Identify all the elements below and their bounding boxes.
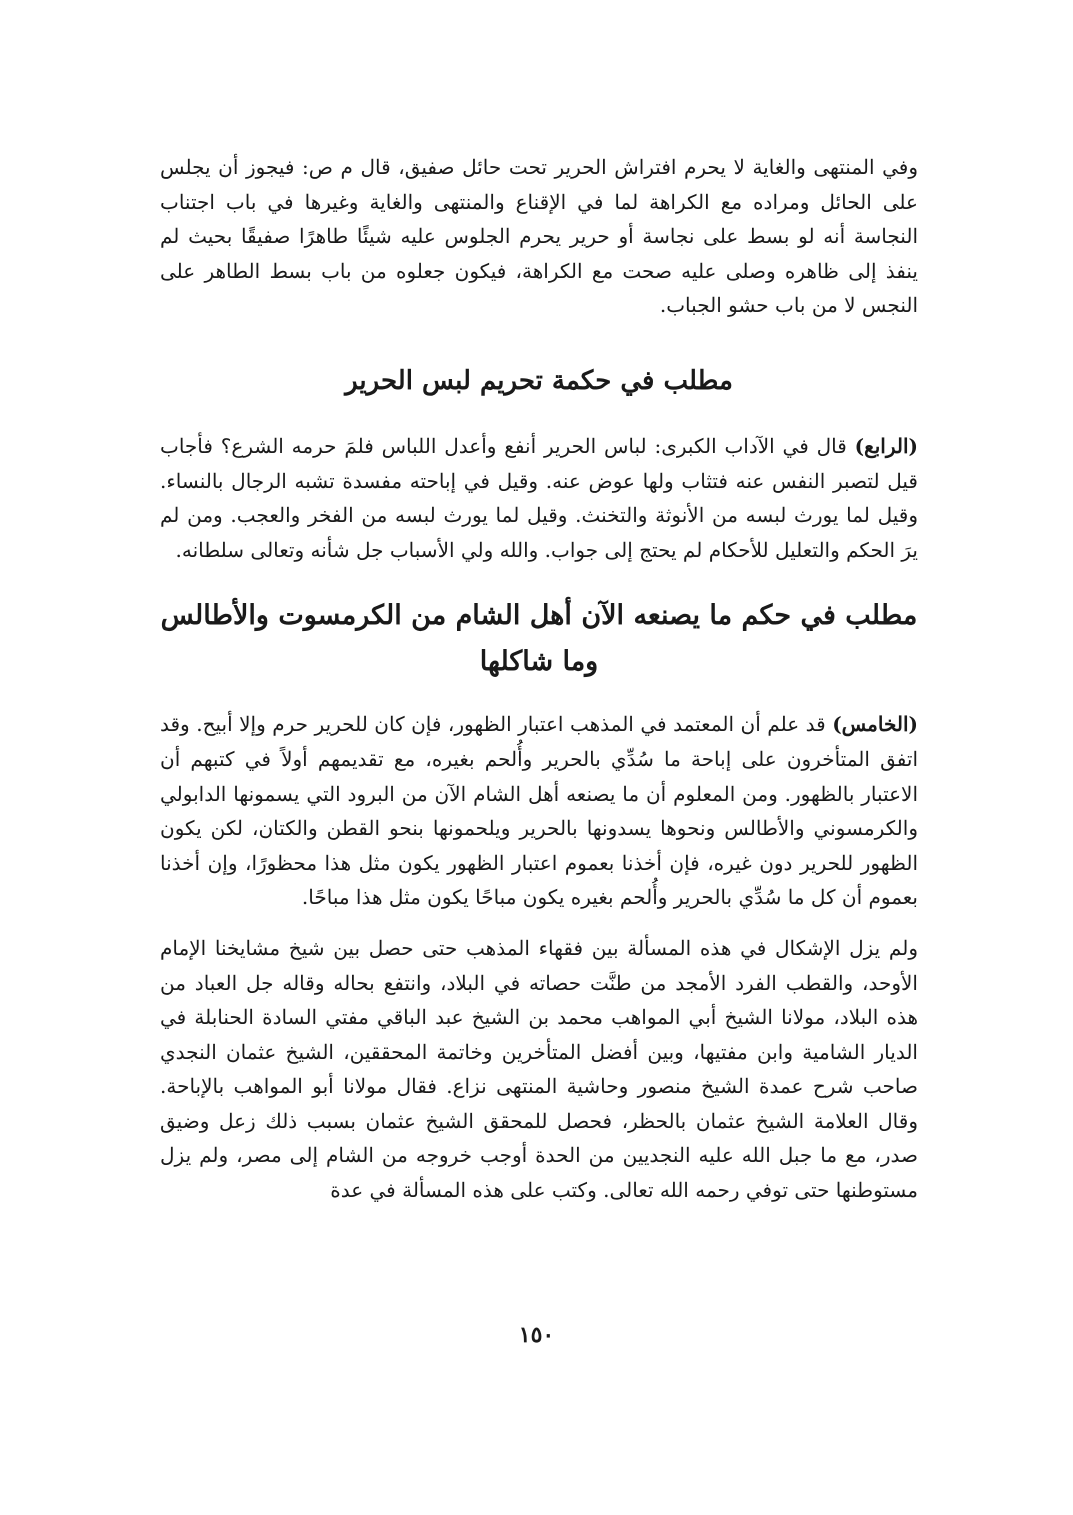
paragraph-lead: (الرابع) bbox=[854, 433, 918, 458]
section-heading-levant-fabrics: مطلب في حكم ما يصنعه الآن أهل الشام من الكرمسوت والأطالس وما شاكلها bbox=[160, 600, 918, 678]
paragraph-intro bbox=[160, 150, 918, 323]
section-heading-silk-wisdom: مطلب في حكمة تحريم لبس الحرير bbox=[345, 365, 733, 396]
paragraph-lead: (الخامس) bbox=[832, 712, 918, 737]
paragraph-text: قال في الآداب الكبرى: لباس الحرير أنفع وأعدل اللباس فلمَ حرمه الشرع؟ فأجاب قيل لتصبر النفس عنه فتثاب ولها عوض عنه. وقيل في إباحته مفسدة تشبه الرجال بالنساء. وقيل لما يورث لبسه من الأنوثة والتخنث. وقيل لما يورث لبسه من الفخر والعجب. ومن لم يرَ الحكم والتعليل للأحكام لم يحتج إلى جواب. والله ولي الأسباب جل شأنه وتعالى سلطانه. bbox=[160, 433, 918, 562]
paragraph-text: قد علم أن المعتمد في المذهب اعتبار الظهور، فإن كان للحرير حرم وإلا أبيح. وقد اتفق المتأخرون على إباحة ما سُدِّي بالحرير وأُلحم بغيره، مع تقديمهم أولاً في كتبهم أن الاعتبار بالظهور. ومن المعلوم أن ما يصنعه أهل الشام الآن من البرود التي يسمونها الدابولي والكرمسوني والأطالس ونحوها يسدونها بالحرير ويلحمونها بنحو القطن والكتان، لكن يكون الظهور للحرير دون غيره، فإن أخذنا بعموم اعتبار الظهور يكون مثل هذا محظورًا، وإن أخذنا بعموم أن كل ما سُدِّي بالحرير وأُلحم بغيره يكون مباحًا يكون مثل هذا مباحًا. bbox=[160, 712, 919, 910]
paragraph-fifth bbox=[160, 707, 918, 915]
paragraph-text: وفي المنتهى والغاية لا يحرم افتراش الحرير تحت حائل صفيق، قال م ص: فيجوز أن يجلس على الحائل ومراده مع الكراهة لما في الإقناع والمنتهى والغاية وغيرها في باب اجتناب النجاسة أنه لو بسط على نجاسة أو حرير يحرم الجلوس عليه شيئًا طاهرًا صفيقًا بحيث لم ينفذ إلى ظاهره وصلى عليه صحت مع الكراهة، فيكون جعلوه من باب بسط الطاهر على النجس لا من باب حشو الجباب. bbox=[160, 155, 918, 318]
paragraph-fourth bbox=[160, 429, 918, 567]
paragraph-text: ولم يزل الإشكال في هذه المسألة بين فقهاء المذهب حتى حصل بين شيخ مشايخنا الإمام الأوحد، والقطب الفرد الأمجد من طنَّت حصاته في البلاد، وانتفع بحاله وقاله جل العباد من هذه البلاد، مولانا الشيخ أبي المواهب محمد بن الشيخ عبد الباقي مفتي السادة الحنابلة في الديار الشامية وابن مفتيها، وبين أفضل المتأخرين وخاتمة المحققين، الشيخ عثمان النجدي صاحب شرح عمدة الشيخ منصور وحاشية المنتهى نزاع. فقال مولانا أبو المواهب بالإباحة. وقال العلامة الشيخ عثمان بالحظر، فحصل للمحقق الشيخ عثمان بسبب ذلك زعل وضيق صدر، مع ما جبل الله عليه النجديين من الحدة أوجب خروجه من الشام إلى مصر، ولم يزل مستوطنها حتى توفي رحمه الله تعالى. وكتب على هذه المسألة في عدة bbox=[160, 935, 918, 1203]
page-body bbox=[160, 150, 918, 1208]
paragraph-dispute bbox=[160, 931, 918, 1208]
page-number: ١٥٠ bbox=[518, 1322, 555, 1348]
